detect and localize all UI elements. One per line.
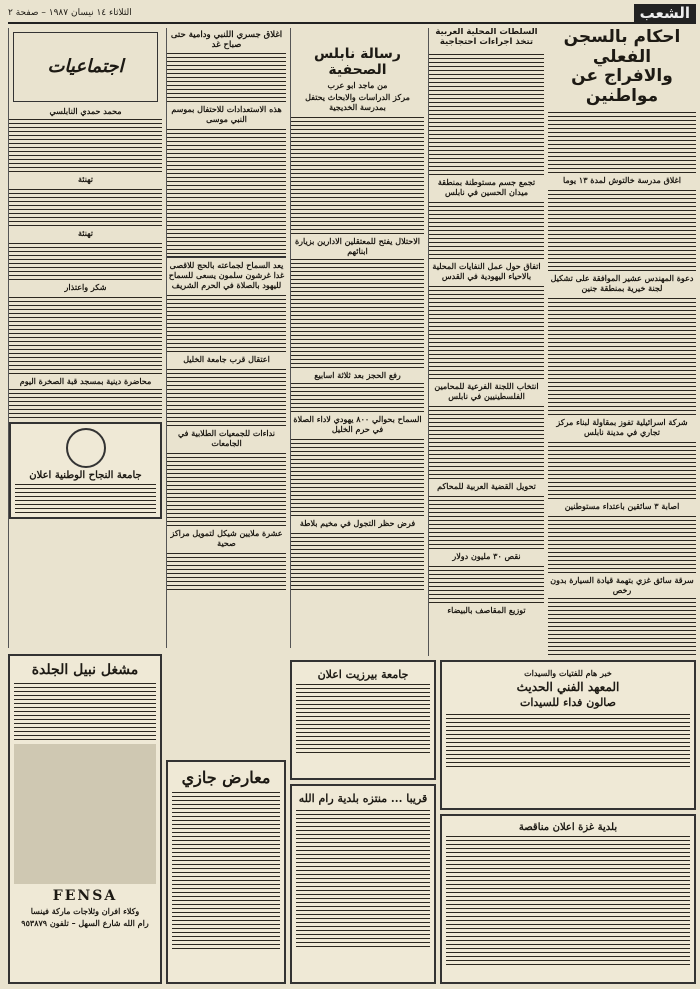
text-block <box>548 295 696 415</box>
ad-birzeit <box>290 660 436 780</box>
col2-sub2: اتفاق حول عمل النفايات المحلية بالاحياء اليهودية في القدس <box>432 260 541 281</box>
text-block <box>291 258 424 368</box>
col5-item5: محاضرة دينية بمسجد قبة الصخرة اليوم <box>19 376 152 386</box>
col5-item4: شكر واعتذار <box>64 282 107 292</box>
ad-institute <box>440 660 696 810</box>
col2 <box>428 28 544 656</box>
ad2-title: بلدية غزة اعلان مناقصة <box>518 822 618 833</box>
col5 <box>8 28 162 648</box>
col3-sub5: السماح بحوالي ٨٠٠ يهودي لاداء الصلاة في حرم الخليل <box>293 414 422 435</box>
oven-photo <box>14 744 156 884</box>
text-block <box>429 493 544 549</box>
col4-sub4: اعتقال قرب جامعة الخليل <box>183 354 270 364</box>
text-block <box>429 51 544 175</box>
text-block <box>446 711 690 767</box>
col3-sub3: رفع الحجز بعد ثلاثة اسابيع <box>314 370 401 381</box>
col1-sub5: سرقة سائق غزي بتهمة قيادة السيارة بدون رخص <box>550 575 694 596</box>
col2-sub5: نقص ٣٠ مليون دولار <box>452 550 521 561</box>
text-block <box>296 807 430 947</box>
col2-sub1: تجمع جسم مستوطنة بمنطقة ميدان الحسين في نابلس <box>437 176 536 197</box>
text-block <box>9 240 162 280</box>
text-block <box>167 450 286 526</box>
ad-gaza <box>440 814 696 984</box>
col3 <box>290 28 424 648</box>
fensa-agents: وكلاء افران وثلاجات ماركة فينسا <box>30 906 140 916</box>
col2-headline: السلطات المحلية العربية تتخذ اجراءات احتجاجية <box>435 28 538 47</box>
university-seal <box>66 428 106 468</box>
logo: الشعب <box>634 4 696 22</box>
text-block <box>291 114 424 234</box>
col4-sub5: نداءات للجمعيات الطلابية في الجامعات <box>177 428 276 448</box>
text-block <box>9 388 162 418</box>
text-block <box>167 52 286 102</box>
col1-sub4: اصابة ٣ سائقين باعتداء مستوطنين <box>564 501 680 512</box>
col1-sub1: اغلاق مدرسة خالتوش لمدة ١٣ يوما <box>563 175 681 186</box>
ad1-title: خبر هام للفتيات والسيدات <box>524 668 612 678</box>
col5-item2: تهنئة <box>77 174 94 184</box>
col3-sub4: فرض حظر التجول في مخيم بلاطة <box>299 518 416 529</box>
text-block <box>548 439 696 499</box>
najah-ad-title: جامعة النجاح الوطنية اعلان <box>29 470 142 481</box>
text-block <box>167 292 286 352</box>
ad5-title: مشغل نبيل الجلدة <box>31 662 139 678</box>
text-block <box>167 366 286 426</box>
najah-ad <box>9 422 162 519</box>
text-block <box>548 109 696 173</box>
text-block <box>446 835 690 965</box>
col2-sub3: انتخاب اللجنة الفرعية للمحامين الفلسطينيين في نابلس <box>434 380 539 401</box>
col3-byline: من ماجد ابو عرب <box>327 80 388 91</box>
text-block <box>291 530 424 590</box>
fensa-logo: FENSA <box>52 888 118 904</box>
text-block <box>429 199 544 259</box>
text-block <box>9 118 162 172</box>
social-banner <box>13 32 158 102</box>
col1-headline-2: والافراج عن مواطنين <box>571 66 673 106</box>
col5-item1: محمد حمدي النابلسي <box>49 106 122 116</box>
text-block <box>167 550 286 590</box>
col1-headline-1: احكام بالسجن الفعلي <box>563 28 681 67</box>
col4-sub3: يعد السماح لجماعته بالحج للاقصى غدا غرشون سلمون يسعى للسماح لليهود بالصلاة في الحرم الشريف <box>167 256 286 290</box>
col3-sub2: الاحتلال يفتح للمعتقلين الادارين بزيارة ابنائهم <box>294 236 420 257</box>
ad6-title: معارض جازي <box>181 768 271 787</box>
col1 <box>548 28 696 656</box>
social-banner-title: اجتماعيات <box>47 55 124 77</box>
ad-park <box>290 784 436 984</box>
col2-sub6: توزيع المقاصف بالبيضاء <box>447 604 526 615</box>
col3-headline: رسالة نابلس الصحفية <box>314 46 401 79</box>
ad4-title: قريبا ... منتزه بلدية رام الله <box>298 792 428 805</box>
text-block <box>548 187 696 271</box>
text-block <box>15 483 156 513</box>
text-block <box>548 597 696 656</box>
text-block <box>9 294 162 374</box>
col4-sub1: اغلاق جسري اللنبي ودامية حتى صباح غد <box>170 30 283 50</box>
text-block <box>429 403 544 479</box>
fensa-address: رام الله شارع السهل – تلفون ٩٥٣٨٧٩ <box>21 918 149 928</box>
ad-jazi <box>166 760 286 984</box>
masthead <box>8 4 696 24</box>
page-date: الثلاثاء ١٤ نيسان ١٩٨٧ – صفحة ٢ <box>8 8 132 18</box>
text-block <box>291 436 424 516</box>
ad1-institute: المعهد الفني الحديث <box>516 680 620 694</box>
col1-sub2: دعوة المهندس عشير الموافقة على تشكيل لجنة خيرية بمنطقة جنين <box>550 273 694 294</box>
col2-sub4: تحويل القضية العربية للمحاكم <box>437 480 536 491</box>
text-block <box>167 126 286 254</box>
text-block <box>548 513 696 573</box>
col5-item3: تهنئة <box>77 228 94 238</box>
text-block <box>291 382 424 412</box>
col4-sub6: عشرة ملايين شيكل لتمويل مراكز صحية <box>170 528 283 548</box>
ad-leather <box>8 654 162 984</box>
col4-sub2: هذه الاستعدادات للاحتفال بموسم النبي موسى <box>171 104 282 124</box>
text-block <box>429 283 544 379</box>
ad1-salon: صالون فداء للسيدات <box>519 696 617 709</box>
text-block <box>172 789 280 949</box>
text-block <box>429 563 544 603</box>
col3-sub1: مركز الدراسات والابحاث يحتفل بمدرسة الخديجية <box>305 92 410 113</box>
ad3-title: جامعة بيرزيت اعلان <box>317 668 409 681</box>
col1-sub3: شركة اسرائيلية تفوز بمقاولة لبناء مركز تجاري في مدينة نابلس <box>556 417 688 438</box>
text-block <box>14 680 156 740</box>
text-block <box>9 186 162 226</box>
text-block <box>296 683 430 753</box>
col4 <box>166 28 286 648</box>
